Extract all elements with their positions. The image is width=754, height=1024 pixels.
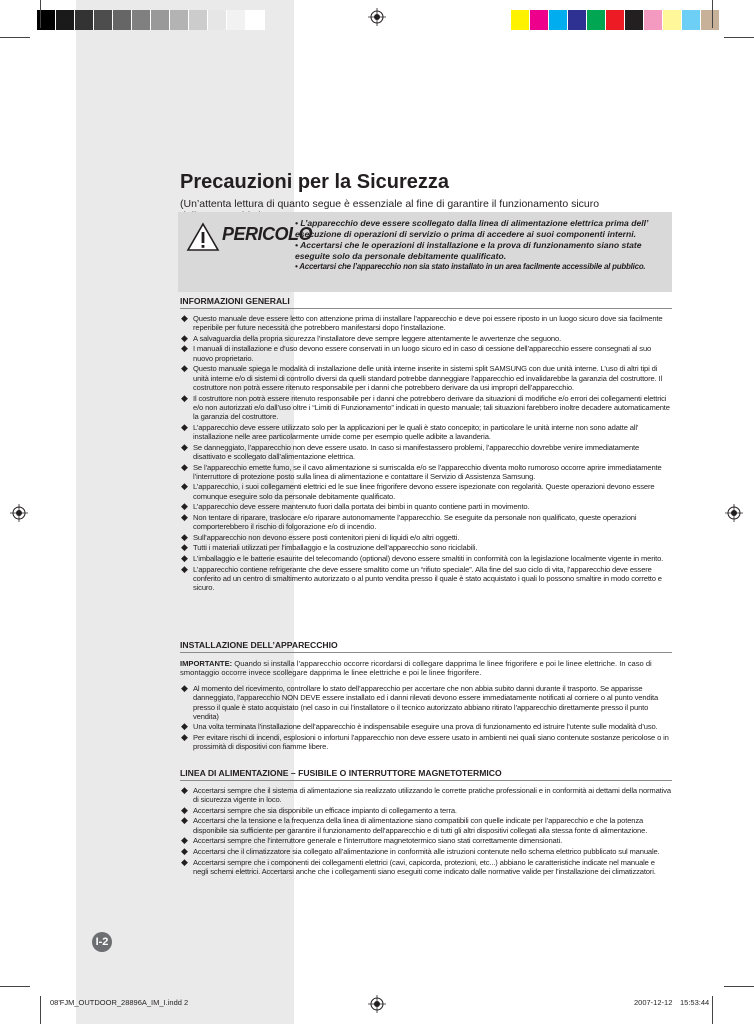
list-item: [180, 423, 672, 442]
diamond-bullet-icon: ◆: [181, 845, 188, 856]
important-note: [180, 659, 672, 678]
list-item: [180, 463, 672, 482]
color-swatch: [246, 10, 265, 30]
color-swatch: [549, 10, 568, 30]
color-swatch: [701, 10, 720, 30]
page-title: Precauzioni per la Sicurezza: [180, 171, 449, 193]
list-item-text: Accertarsi sempre che il sistema di alimentazione sia realizzato utilizzando le corrette pratiche professionali e in conformità ai dettami della normativa di sicurezza vigente in loco.: [193, 786, 671, 805]
crop-mark: [724, 37, 754, 38]
list-item: [180, 733, 672, 752]
list-item-text: L’apparecchio deve essere utilizzato solo per la applicazioni per le quali è stato concepito; in particolare le unità interne non sono adatte all’ installazione nelle aree particolarmente umide come per esempio quelle adibite a lavanderia.: [193, 422, 639, 442]
color-swatch: [568, 10, 587, 30]
list-item: [180, 786, 672, 805]
gray-color-bar: [37, 10, 265, 30]
list-item: [180, 482, 672, 501]
process-color-bar: [511, 10, 720, 30]
list-item-text: Se l’apparecchio emette fumo, se il cavo alimentazione si surriscalda e/o se l’apparecchio diventa molto rumoroso occorre aprire immediatamente l’interruttore di protezione posto sulla linea di alimentazione e contattare il Servizio di Assistenza Samsung.: [193, 462, 662, 481]
diamond-bullet-icon: ◆: [181, 363, 188, 374]
important-text: Quando si installa l’apparecchio occorre ricordarsi di collegare dapprima le linee frigorifere e poi le linee elettriche. In caso di smontaggio occorre invece scollegare dapprima le linee elettriche e poi le linee frigorifere.: [180, 659, 652, 678]
diamond-bullet-icon: ◆: [181, 531, 188, 542]
registration-mark-icon: [368, 995, 386, 1013]
diamond-bullet-icon: ◆: [181, 343, 188, 354]
diamond-bullet-icon: ◆: [181, 481, 188, 492]
registration-mark-icon: [368, 8, 386, 26]
list-item-text: Questo manuale spiega le modalità di installazione delle unità interne inserite in sistemi split SAMSUNG con due unità interne. L’uso di altri tipi di unità interne e/o di sistemi di controllo diversi da quelli standard potrebbe danneggiare l’apparecchio ed invalidarebbe la garanzia del costruttore. Il costruttore non potrà essere ritenuto responsabile per i danni che potrebbero derivare da usi impropri dell’apparecchio.: [193, 364, 662, 392]
list-item-text: Sull’apparecchio non devono essere posti contenitori pieni di liquidi e/o altri oggetti.: [193, 532, 460, 542]
list-item-text: Tutti i materiali utilizzati per l’imballaggio e la costruzione dell’apparecchio sono riciclabili.: [193, 543, 478, 553]
color-swatch: [511, 10, 530, 30]
color-swatch: [208, 10, 227, 30]
registration-mark-icon: [725, 504, 743, 522]
list-item-text: A salvaguardia della propria sicurezza l’installatore deve sempre leggere attentamente le avvertenze che seguono.: [193, 333, 562, 343]
diamond-bullet-icon: ◆: [181, 501, 188, 512]
list-item: [180, 443, 672, 462]
list-item: [180, 722, 672, 731]
crop-mark: [40, 0, 41, 28]
section-heading-power: LINEA DI ALIMENTAZIONE – FUSIBILE O INTERRUTTORE MAGNETOTERMICO: [180, 768, 672, 781]
crop-mark: [40, 996, 41, 1024]
list-item: [180, 684, 672, 721]
color-swatch: [189, 10, 208, 30]
list-item: [180, 836, 672, 845]
footer-date: 2007-12-12: [634, 998, 673, 1007]
list-item: [180, 344, 672, 363]
list-item: [180, 565, 672, 593]
list-item: [180, 806, 672, 815]
color-swatch: [606, 10, 625, 30]
diamond-bullet-icon: ◆: [181, 392, 188, 403]
list-item-text: Questo manuale deve essere letto con attenzione prima di installare l’apparecchio e deve poi essere riposto in un luogo sicuro dove sia facilmente reperibile per future necessità che potrebbero manifestarsi dopo l’installazione.: [193, 314, 663, 333]
diamond-bullet-icon: ◆: [181, 563, 188, 574]
list-item-text: L’imballaggio e le batterie esaurite del telecomando (optional) devono essere smaltiti in conformità con la legislazione localmente vigente in merito.: [193, 553, 664, 563]
list-item: [180, 513, 672, 532]
registration-mark-icon: [10, 504, 28, 522]
section-heading-general: INFORMAZIONI GENERALI: [180, 296, 672, 309]
color-swatch: [530, 10, 549, 30]
crop-mark: [0, 37, 30, 38]
list-item: [180, 858, 672, 877]
list-item: [180, 816, 672, 835]
diamond-bullet-icon: ◆: [181, 835, 188, 846]
list-item: [180, 543, 672, 552]
diamond-bullet-icon: ◆: [181, 332, 188, 343]
list-item-text: Accertarsi che il climatizzatore sia collegato all’alimentazione in conformità alle istruzioni contenute nello schema elettrico pubblicato sul manuale.: [193, 846, 660, 856]
page-subtitle: (Un’attenta lettura di quanto segue è essenziale al fine di garantire il funzionamento sicuro: [180, 198, 600, 210]
color-swatch: [625, 10, 644, 30]
diamond-bullet-icon: ◆: [181, 732, 188, 743]
danger-list: [295, 218, 670, 274]
diamond-bullet-icon: ◆: [181, 313, 188, 323]
diamond-bullet-icon: ◆: [181, 421, 188, 432]
color-swatch: [132, 10, 151, 30]
list-item-text: Se danneggiato, l’apparecchio non deve essere usato. In caso si manifestassero problemi, l’apparecchio dovrebbe venire immediatamente disattivato e scollegato dall’alimentazione elettrica.: [193, 442, 640, 461]
list-item: [180, 502, 672, 511]
list-item: [180, 334, 672, 343]
list-item-text: L’apparecchio deve essere mantenuto fuori dalla portata dei bimbi in quanto contiene parti in movimento.: [193, 502, 530, 512]
list-item-text: Al momento del ricevimento, controllare lo stato dell’apparecchio per accertare che non abbia subito danni durante il trasporto. Se apparisse danneggiato, l’apparecchio NON DEVE essere installato ed i danni rilevati devono essere immediatamente notificati al corriere o al punto vendita presso il quale è stato acquistato (nel caso in cui l’installatore o il tecnico autorizzato abbiano ritirato l’apparecchio direttamente presso il punto vendita): [193, 684, 659, 721]
color-swatch: [56, 10, 75, 30]
list-item-text: Accertarsi sempre che l’interruttore generale e l’interruttore magnetotermico siano stati correttamente dimensionati.: [193, 836, 563, 846]
list-item-text: I manuali di installazione e d’uso devono essere conservati in un luogo sicuro ed in caso di cessione dell’apparecchio essere consegnati al suo nuovo proprietario.: [193, 344, 652, 363]
color-swatch: [682, 10, 701, 30]
list-item: [180, 533, 672, 542]
diamond-bullet-icon: ◆: [181, 804, 188, 815]
danger-item: • Accertarsi che l’apparecchio non sia stato installato in un area facilmente accessibile al pubblico.: [295, 262, 646, 272]
list-item: [180, 394, 672, 422]
list-item-text: Accertarsi che la tensione e la frequenza della linea di alimentazione siano compatibili con quelle indicate per l’apparecchio e che la potenza disponibile sia sufficiente per garantire il funzionamento dell’apparecchio e di tutti gli altri dispositivi collegati alla stessa fonte di alimentazione.: [193, 816, 648, 835]
color-swatch: [587, 10, 606, 30]
important-label: IMPORTANTE:: [180, 659, 233, 668]
crop-mark: [712, 0, 713, 28]
danger-item: • L’apparecchio deve essere scollegato dalla linea di alimentazione elettrica prima dell’ esecuzione di operazioni di servizio o prima di accedere ai suoi componenti interni.: [295, 218, 649, 239]
list-item-text: L’apparecchio contiene refrigerante che deve essere smaltito come un “rifiuto speciale”. Alla fine del suo ciclo di vita, l’apparecchio deve essere conferito ad un centro di smaltimento autorizzato o al punto vendita presso il quale è stato acquistato i quali lo possono smaltire in modo corretto e sicuro.: [193, 564, 662, 593]
install-list: [180, 684, 672, 753]
list-item: [180, 847, 672, 856]
diamond-bullet-icon: ◆: [181, 461, 188, 472]
color-swatch: [94, 10, 113, 30]
footer-filename: 08'FJM_OUTDOOR_28896A_IM_I.indd 2: [50, 998, 189, 1007]
list-item-text: Per evitare rischi di incendi, esplosioni o infortuni l’apparecchio non deve essere usato in ambienti nei quali siano contenute sostanze pericolose o in prossimità di dispositivi con fiamme libere.: [193, 733, 669, 752]
crop-mark: [712, 996, 713, 1024]
diamond-bullet-icon: ◆: [181, 441, 188, 452]
list-item-text: Accertarsi sempre che sia disponibile un efficace impianto di collegamento a terra.: [193, 805, 457, 815]
footer-time: 15:53:44: [680, 998, 710, 1007]
warning-triangle-icon: [186, 222, 220, 252]
color-swatch: [113, 10, 132, 30]
crop-mark: [0, 986, 30, 987]
list-item-text: L’apparecchio, i suoi collegamenti elettrici ed le sue linee frigorifere devono essere ispezionate con regolarità. Queste operazioni devono essere comunque eseguire solo da personale debitamente qualificato.: [193, 482, 655, 501]
danger-item: • Accertarsi che le operazioni di installazione e la prova di funzionamento siano state eseguite solo da personale debitamente qualificato.: [295, 240, 642, 261]
color-swatch: [75, 10, 94, 30]
color-swatch: [227, 10, 246, 30]
list-item: [180, 314, 672, 333]
color-swatch: [170, 10, 189, 30]
danger-box: [178, 212, 672, 292]
color-swatch: [663, 10, 682, 30]
list-item-text: Non tentare di riparare, traslocare e/o riparare autonomamente l’apparecchio. Se eseguite da personale non qualificato, queste operazioni comporterebbero il rischio di folgorazione e/o di incendio.: [193, 512, 637, 532]
diamond-bullet-icon: ◆: [181, 856, 188, 867]
list-item: [180, 554, 672, 563]
danger-label: PERICOLO: [222, 224, 313, 244]
power-supply-list: [180, 786, 672, 877]
list-item-text: Il costruttore non potrà essere ritenuto responsabile per i danni che potrebbero derivare da situazioni di modifiche e/o errori dei collegamenti elettrici e/o non autorizzati e/o dall’uso oltre i “Limiti di Funzionamento” indicati in questo manuale; tali situazioni farebbero inoltre decadere automaticamente la garanzia del costruttore.: [193, 393, 670, 422]
diamond-bullet-icon: ◆: [181, 542, 188, 553]
general-info-list: [180, 314, 672, 594]
diamond-bullet-icon: ◆: [181, 785, 188, 795]
list-item: [180, 364, 672, 392]
section-heading-install: INSTALLAZIONE DELL’APPARECCHIO: [180, 640, 672, 653]
color-swatch: [644, 10, 663, 30]
diamond-bullet-icon: ◆: [181, 683, 188, 693]
crop-mark: [724, 986, 754, 987]
list-item-text: Accertarsi sempre che i componenti dei collegamenti elettrici (cavi, capicorda, protezioni, etc...) abbiano le caratteristiche indicate nel manuale e negli schemi elettrici. Accertarsi anche che i collegamenti siano eseguiti come indicato dalle normative valide per l’installazione dei climatizzatori.: [193, 857, 656, 876]
diamond-bullet-icon: ◆: [181, 721, 188, 732]
diamond-bullet-icon: ◆: [181, 815, 188, 826]
diamond-bullet-icon: ◆: [181, 552, 188, 563]
list-item-text: Una volta terminata l’installazione dell’apparecchio è indispensabile eseguire una prova di funzionamento ed istruire l’utente sulle modalità d’uso.: [193, 722, 658, 732]
diamond-bullet-icon: ◆: [181, 511, 188, 522]
color-swatch: [151, 10, 170, 30]
page-number: I-2: [92, 932, 112, 952]
